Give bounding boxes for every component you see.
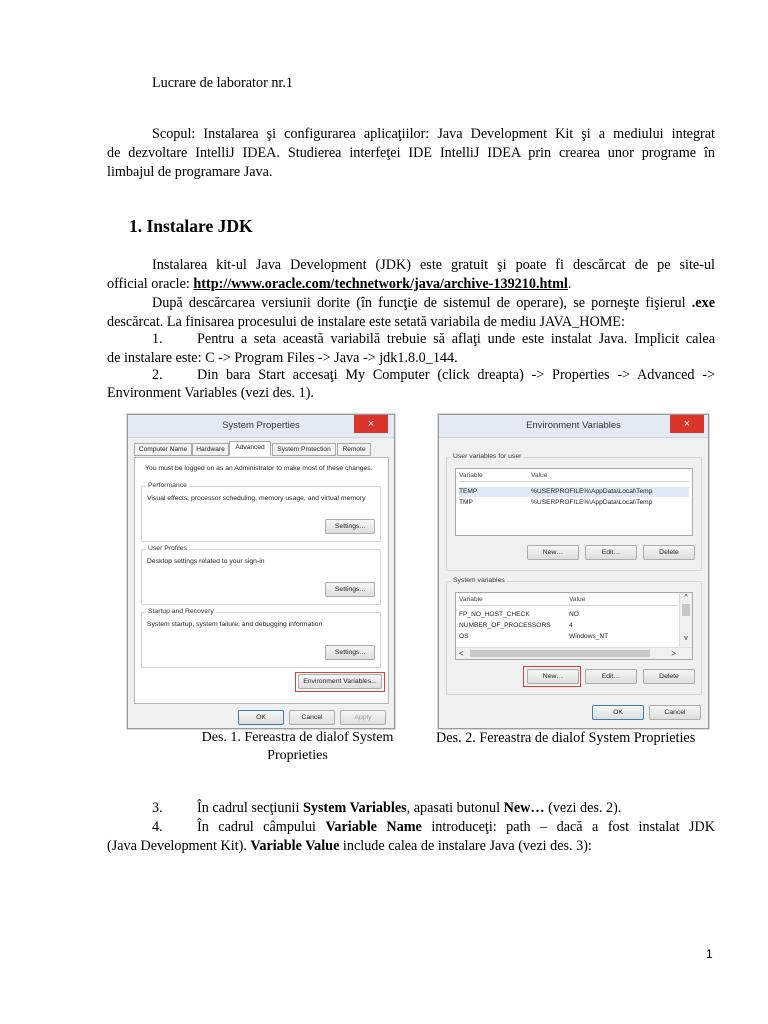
dialog-title: Environment Variables <box>526 420 621 431</box>
system-edit-button[interactable]: Edit… <box>585 669 637 684</box>
column-variable: Variable <box>459 472 483 479</box>
cancel-button[interactable]: Cancel <box>649 705 701 720</box>
performance-desc: Visual effects, processor scheduling, memory usage, and virtual memory <box>147 495 366 502</box>
user-profiles-group <box>141 545 381 605</box>
column-value: Value <box>569 596 586 603</box>
close-button[interactable]: × <box>670 415 704 433</box>
page-number: 1 <box>706 947 713 961</box>
column-value: Value <box>531 472 548 479</box>
ok-button[interactable]: OK <box>592 705 644 720</box>
environment-variables-button[interactable]: Environment Variables... <box>298 674 382 689</box>
scroll-right-icon[interactable]: > <box>671 649 676 658</box>
paragraph-1-line-1: Instalarea kit-ul Java Development (JDK) este gratuit şi poate fi descărcat de pe site-ul <box>152 257 715 273</box>
item-4-line-1: În cadrul câmpului Variable Name introduceţi: path – dacă a fost instalat JDK <box>197 819 716 835</box>
advanced-panel <box>134 457 389 704</box>
performance-label: Performance <box>148 482 187 489</box>
item-4-number: 4. <box>152 819 163 835</box>
user-profiles-desc: Desktop settings related to your sign-in <box>147 558 265 565</box>
scrollbar-thumb[interactable] <box>682 604 690 616</box>
user-edit-button[interactable]: Edit… <box>585 545 637 560</box>
performance-settings-button[interactable]: Settings... <box>325 519 375 534</box>
item-3-number: 3. <box>152 800 163 816</box>
item-3-text: În cadrul secţiunii System Variables, apasati butonul New… (vezi des. 2). <box>197 800 622 816</box>
oracle-archive-link[interactable]: http://www.oracle.com/technetwork/java/archive-139210.html <box>193 276 568 292</box>
user-delete-button[interactable]: Delete <box>643 545 695 560</box>
system-properties-dialog <box>127 414 395 729</box>
paragraph-1-line-2: official oracle: http://www.oracle.com/technetwork/java/archive-139210.html. <box>107 276 572 292</box>
scroll-down-icon[interactable]: v <box>684 635 688 642</box>
horizontal-scrollbar[interactable] <box>456 647 692 659</box>
system-delete-button[interactable]: Delete <box>643 669 695 684</box>
list-item[interactable]: NUMBER_OF_PROCESSORS 4 <box>459 622 573 629</box>
paragraph-2-line-2: descărcat. La finisarea procesului de instalare este setată variabila de mediu JAVA_HOME: <box>107 314 625 330</box>
list-header <box>459 471 689 482</box>
item-1-line-1: Pentru a seta această variabilă trebuie să aflaţi unde este instalat Java. Implicit calea <box>197 331 715 347</box>
startup-recovery-desc: System startup, system failure, and debugging information <box>147 621 323 628</box>
item-1-number: 1. <box>152 331 163 347</box>
system-new-button[interactable]: New… <box>527 669 579 684</box>
apply-button[interactable]: Apply <box>340 710 386 725</box>
column-variable: Variable <box>459 596 483 603</box>
item-2-number: 2. <box>152 367 163 383</box>
cancel-button[interactable]: Cancel <box>289 710 335 725</box>
paragraph-2-line-1: După descărcarea versiunii dorite (în funcţie de sistemul de operare), se porneşte fişierul .exe <box>152 295 715 311</box>
startup-recovery-group <box>141 608 381 668</box>
item-1-line-2: de instalare este: C -> Program Files -> Java -> jdk1.8.0_144. <box>107 350 458 366</box>
figure-1-caption <box>190 729 405 765</box>
performance-group <box>141 482 381 542</box>
tab-system-protection[interactable]: System Protection <box>272 443 336 456</box>
scope-line-1: Scopul: Instalarea şi configurarea aplicaţiilor: Java Development Kit şi a mediului integrat <box>152 126 715 142</box>
startup-settings-button[interactable]: Settings... <box>325 645 375 660</box>
tab-hardware[interactable]: Hardware <box>192 443 229 456</box>
user-profiles-settings-button[interactable]: Settings... <box>325 582 375 597</box>
scope-line-3: limbajul de programare Java. <box>107 164 273 180</box>
figure-1-caption-line-1: Des. 1. Fereastra de dialof System <box>201 730 394 745</box>
environment-variables-dialog <box>438 414 709 729</box>
list-item[interactable]: OS Windows_NT <box>459 633 609 640</box>
figure-2-caption: Des. 2. Fereastra de dialof System Proprieties <box>436 730 696 746</box>
close-button[interactable]: × <box>354 415 388 433</box>
system-variables-list <box>455 592 693 660</box>
lab-header: Lucrare de laborator nr.1 <box>152 75 294 91</box>
startup-recovery-label: Startup and Recovery <box>148 608 214 615</box>
item-4-line-2: (Java Development Kit). Variable Value include calea de instalare Java (vezi des. 3): <box>107 838 592 854</box>
user-variables-label: User variables for user <box>453 453 522 460</box>
item-2-line-1: Din bara Start accesaţi My Computer (click dreapta) -> Properties -> Advanced -> <box>197 367 715 383</box>
user-new-button[interactable]: New… <box>527 545 579 560</box>
tab-remote[interactable]: Remote <box>337 443 371 456</box>
list-item[interactable]: TEMP %USERPROFILE%\AppData\Local\Temp <box>459 487 689 497</box>
h-scrollbar-thumb[interactable] <box>470 650 650 657</box>
system-variables-group <box>446 577 702 695</box>
tab-advanced[interactable]: Advanced <box>229 441 271 456</box>
system-variables-label: System variables <box>453 577 505 584</box>
scope-line-2: de dezvoltare IntelliJ IDEA. Studierea interfeţei IDE IntelliJ IDEA prin crearea unor programe în <box>107 145 715 161</box>
admin-note: You must be logged on as an Administrator to make most of these changes. <box>145 465 373 472</box>
figure-1-caption-line-2: Proprieties <box>267 748 328 763</box>
tab-computer-name[interactable]: Computer Name <box>134 443 192 456</box>
list-header <box>459 595 678 606</box>
ok-button[interactable]: OK <box>238 710 284 725</box>
scroll-up-icon[interactable]: ^ <box>684 594 688 601</box>
vertical-scrollbar[interactable] <box>679 593 692 647</box>
user-variables-list <box>455 468 693 536</box>
list-item[interactable]: FP_NO_HOST_CHECK NO <box>459 611 579 618</box>
section-title: 1. Instalare JDK <box>129 216 253 236</box>
item-2-line-2: Environment Variables (vezi des. 1). <box>107 385 314 401</box>
user-profiles-label: User Profiles <box>148 545 187 552</box>
list-item[interactable]: TMP %USERPROFILE%\AppData\Local\Temp <box>459 499 653 506</box>
dialog-title: System Properties <box>222 420 300 431</box>
user-variables-group <box>446 453 702 571</box>
scroll-left-icon[interactable]: < <box>459 649 464 658</box>
